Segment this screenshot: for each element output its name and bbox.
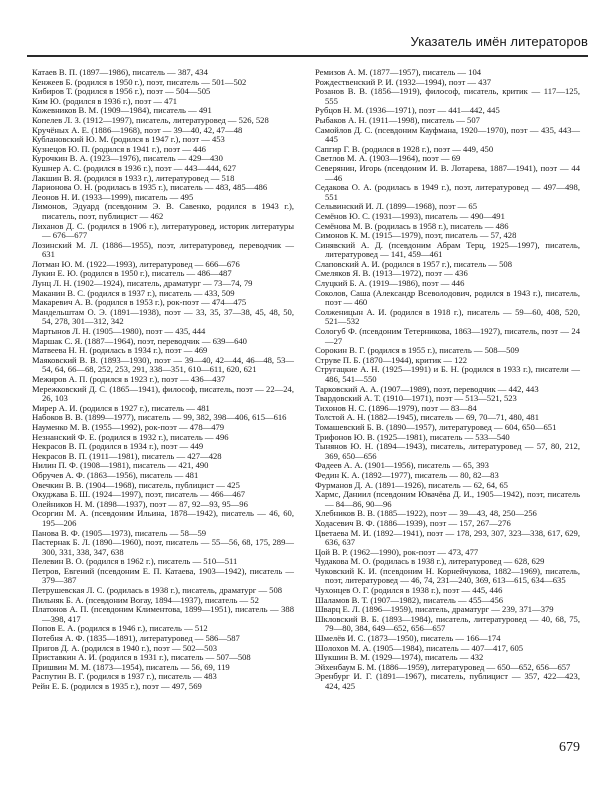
index-entry: Слуцкий Б. А. (1919—1986), поэт — 446 [315, 278, 465, 289]
index-entry: Лозинский М. Л. (1886—1955), поэт, литературовед, переводчик — 631 [32, 239, 294, 260]
running-header: Указатель имён литераторов [410, 34, 588, 49]
index-entry: Рейн Е. Б. (родился в 1935 г.), поэт — 497, 569 [32, 681, 202, 691]
index-entry: Цой В. Р. (1962—1990), рок-поэт — 473, 477 [315, 546, 479, 557]
index-entry: Семёнов Ю. С. (1931—1993), писатель — 490—491 [315, 210, 505, 221]
index-entry: Пригов Д. А. (родился в 1940 г.), поэт — 502—503 [32, 642, 218, 653]
index-entry: Рубцов Н. М. (1936—1971), поэт — 441—442, 445 [315, 105, 500, 116]
index-entry: Синявский А. Д. (псевдоним Абрам Терц, 1925—1997), писатель, литературовед — 141, 459—461 [315, 239, 580, 260]
index-entry: Олейников Н. М. (1898—1937), поэт — 87, 92—93, 95—96 [32, 498, 248, 509]
index-entry: Некрасов В. П. (1911—1981), писатель — 427—428 [32, 450, 222, 461]
index-entry: Приставкин А. И. (родился в 1931 г.), писатель — 507—508 [32, 652, 251, 663]
index-entry: Набоков В. В. (1899—1977), писатель — 99, 382, 398—406, 615—616 [32, 412, 287, 423]
index-entry: Цветаева М. И. (1892—1941), поэт — 178, 293, 307, 323—338, 617, 629, 636, 637 [315, 527, 580, 548]
index-entry: Лукин Е. Ю. (родился в 1950 г.), писатель — 486—487 [32, 268, 232, 279]
index-entry: Леонов Н. И. (1933—1999), писатель — 495 [32, 191, 194, 202]
index-entry: Кушнер А. С. (родился в 1936 г.), поэт — 443—444, 627 [32, 162, 237, 173]
index-columns [32, 68, 580, 713]
index-entry: Овечкин В. В. (1904—1968), писатель, публицист — 425 [32, 479, 240, 490]
page-number: 679 [559, 740, 580, 755]
index-entry: Светлов М. А. (1903—1964), поэт — 69 [315, 153, 461, 164]
index-entry: Сорокин В. Г. (родился в 1955 г.), писатель — 508—509 [315, 345, 520, 356]
index-entry: Розанов В. В. (1856—1919), философ, писатель, критик — 117—125, 555 [315, 86, 580, 106]
index-entry: Чухонцев О. Г. (родился в 1938 г.), поэт — 445, 446 [315, 585, 503, 596]
index-entry: Трифонов Ю. В. (1925—1981), писатель — 533—540 [315, 431, 510, 442]
index-entry: Кибиров Т. (родился в 1956 г.), поэт — 504—505 [32, 86, 211, 97]
index-entry: Седакова О. А. (родилась в 1949 г.), поэт, литературовед — 497—498, 551 [315, 182, 580, 202]
index-entry: Петров, Евгений (псевдоним Е. П. Катаева, 1903—1942), писатель — 379—387 [32, 565, 294, 586]
index-entry: Симонов К. М. (1915—1979), поэт, писатель — 57, 428 [315, 230, 517, 241]
index-entry: Фурманов Д. А. (1891—1926), писатель — 62, 64, 65 [315, 479, 508, 490]
index-entry: Копелев Л. З. (1912—1997), писатель, литературовед — 526, 528 [32, 114, 269, 125]
index-entry: Пильняк Б. А. (псевдоним Вогау, 1894—1937), писатель — 52 [32, 594, 259, 605]
index-entry: Фадеев А. А. (1901—1956), писатель — 65, 393 [315, 460, 489, 471]
index-entry: Распутин В. Г. (родился в 1937 г.), писатель — 483 [32, 671, 217, 682]
index-entry: Окуджава Б. Ш. (1924—1997), поэт, писатель — 466—467 [32, 489, 246, 500]
index-entry: Твардовский А. Т. (1910—1971), поэт — 513—521, 523 [315, 393, 517, 404]
index-entry: Рождественский Р. И. (1932—1994), поэт — 437 [315, 76, 492, 87]
index-entry: Некрасов В. П. (родился в 1934 г.), поэт — 449 [32, 441, 204, 452]
index-entry: Рыбаков А. Н. (1911—1998), писатель — 507 [315, 114, 480, 125]
index-entry: Шварц Е. Л. (1896—1959), писатель, драматург — 239, 371—379 [315, 604, 554, 615]
index-entry: Пришвин М. М. (1873—1954), писатель — 56, 69, 119 [32, 661, 230, 672]
index-entry: Чудакова М. О. (родилась в 1938 г.), литературовед — 628, 629 [315, 556, 545, 567]
index-entry: Кручёных А. Е. (1886—1968), поэт — 39—40, 42, 47—48 [32, 124, 243, 135]
index-entry: Струве П. Б. (1870—1944), критик — 122 [315, 354, 468, 365]
header-rule [27, 55, 588, 57]
index-entry: Ларионова О. Н. (родилась в 1935 г.), писатель — 483, 485—486 [32, 182, 268, 193]
index-entry: Науменко М. В. (1955—1992), рок-поэт — 478—479 [32, 421, 225, 432]
index-entry: Тынянов Ю. Н. (1894—1943), писатель, литературовед — 57, 80, 212, 369, 650—656 [315, 441, 580, 461]
index-entry: Томашевский Б. В. (1890—1957), литературовед — 604, 650—651 [315, 421, 557, 432]
index-entry: Матвеева Н. Н. (родилась в 1934 г.), поэт — 469 [32, 345, 208, 356]
index-entry: Лакшин В. Я. (родился в 1933 г.), литературовед — 518 [32, 172, 235, 183]
index-entry: Обручев А. Ф. (1863—1956), писатель — 481 [32, 469, 199, 480]
index-entry: Северянин, Игорь (псевдоним И. В. Лотарева, 1887—1941), поэт — 44—46 [315, 162, 580, 183]
index-entry: Федин К. А. (1892—1977), писатель — 80, 82—83 [315, 469, 499, 480]
index-entry: Слаповский А. И. (родился в 1957 г.), писатель — 508 [315, 258, 513, 269]
index-entry: Лотман Ю. М. (1922—1993), литературовед — 666—676 [32, 258, 240, 269]
index-entry: Шмелёв И. С. (1873—1950), писатель — 166—174 [315, 633, 501, 644]
index-entry: Шолохов М. А. (1905—1984), писатель — 407—417, 605 [315, 642, 524, 653]
index-entry: Солженицын А. И. (родился в 1918 г.), писатель — 59—60, 408, 520, 521—532 [315, 306, 580, 327]
index-entry: Ремизов А. М. (1877—1957), писатель — 104 [315, 67, 482, 77]
index-entry: Шкловский В. Б. (1893—1984), писатель, литературовед — 40, 68, 75, 79—80, 384, 649—652, 656—657 [315, 613, 580, 634]
index-entry: Панова В. Ф. (1905—1973), писатель — 58—59 [32, 527, 207, 538]
right-column [315, 68, 580, 692]
index-entry: Шаламов В. Т. (1907—1982), писатель — 455—456 [315, 594, 504, 605]
index-entry: Осоргин М. А. (псевдоним Ильина, 1878—1942), писатель — 46, 60, 195—206 [32, 508, 294, 528]
index-entry: Кожевников В. М. (1909—1984), писатель — 491 [32, 105, 212, 116]
index-entry: Катаев В. П. (1897—1986), писатель — 387, 434 [32, 67, 208, 77]
index-entry: Тихонов Н. С. (1896—1979), поэт — 83—84 [315, 402, 477, 413]
index-entry: Незнанский Ф. Е. (родился в 1932 г.), писатель — 496 [32, 431, 229, 442]
index-entry: Стругацкие А. Н. (1925—1991) и Б. Н. (родился в 1933 г.), писатели — 486, 541—550 [315, 364, 580, 384]
index-entry: Потебня А. Ф. (1835—1891), литературовед — 586—587 [32, 633, 240, 644]
index-entry: Мирер А. И. (родился в 1927 г.), писатель — 481 [32, 402, 210, 413]
index-entry: Лиханов Д. С. (родился в 1906 г.), литературовед, историк литературы — 676—677 [32, 220, 294, 241]
left-column [32, 68, 294, 692]
index-entry: Межиров А. П. (родился в 1923 г.), поэт — 436—437 [32, 374, 226, 384]
index-entry: Пастернак Б. Л. (1890—1960), поэт, писатель — 55—56, 68, 175, 289—300, 331, 338, 347, 638 [32, 537, 294, 557]
index-entry: Смеляков Я. В. (1913—1972), поэт — 436 [315, 268, 468, 279]
index-entry: Пелевин В. О. (родился в 1962 г.), писатель — 510—511 [32, 556, 238, 567]
index-entry: Хармс, Даниил (псевдоним Ювачёва Д. И., 1905—1942), поэт, писатель — 84—86, 90—96 [315, 489, 580, 509]
index-entry: Ким Ю. (родился в 1936 г.), поэт — 471 [32, 95, 178, 106]
index-entry: Сологуб Ф. (псевдоним Тетерникова, 1863—1927), писатель, поэт — 24—27 [315, 326, 580, 346]
index-entry: Тарковский А. А. (1907—1989), поэт, переводчик — 442, 443 [315, 383, 539, 394]
index-entry: Кузнецов Ю. П. (родился в 1941 г.), поэт — 446 [32, 143, 206, 154]
index-entry: Мережковский Д. С. (1865—1941), философ, писатель, поэт — 22—24, 26, 103 [32, 383, 294, 404]
index-entry: Самойлов Д. С. (псевдоним Кауфмана, 1920—1970), поэт — 435, 443—445 [315, 124, 580, 145]
index-entry: Эйхенбаум Б. М. (1886—1959), литературовед — 650—652, 656—657 [315, 661, 571, 672]
index-entry: Макаревич А. В. (родился в 1953 г.), рок-поэт — 474—475 [32, 297, 247, 308]
index-entry: Кенжеев Б. (родился в 1950 г.), поэт, писатель — 501—502 [32, 76, 247, 87]
index-entry: Толстой А. Н. (1882—1945), писатель — 69, 70—71, 480, 481 [315, 412, 539, 423]
index-entry: Петрушевская Л. С. (родилась в 1938 г.), писатель, драматург — 508 [32, 585, 283, 596]
index-entry: Ходасевич В. Ф. (1886—1939), поэт — 157, 267—276 [315, 517, 511, 528]
index-entry: Мандельштам О. Э. (1891—1938), поэт — 33, 35, 37—38, 45, 48, 50, 54, 278, 301—312, 342 [32, 306, 294, 327]
index-entry: Нилин П. Ф. (1908—1981), писатель — 421, 490 [32, 460, 209, 471]
index-entry: Лимонов, Эдуард (псевдоним Э. В. Савенко, родился в 1943 г.), писатель, поэт, публицист — 462 [32, 201, 294, 221]
index-entry: Лунц Л. Н. (1902—1924), писатель, драматург — 73—74, 79 [32, 278, 253, 289]
index-entry: Эренбург И. Г. (1891—1967), писатель, публицист — 357, 422—423, 424, 425 [315, 671, 580, 691]
index-entry: Маканин В. С. (родился в 1937 г.), писатель — 433, 509 [32, 287, 235, 298]
index-entry: Семёнова М. В. (родилась в 1958 г.), писатель — 486 [315, 220, 509, 231]
index-entry: Шукшин В. М. (1929—1974), писатель — 432 [315, 652, 484, 663]
index-entry: Попов Е. А. (родился в 1946 г.), писатель — 512 [32, 623, 208, 634]
index-entry: Хлебников В. В. (1885—1922), поэт — 39—43, 48, 250—256 [315, 508, 537, 519]
index-entry: Кублановский Ю. М. (родился в 1947 г.), поэт — 453 [32, 134, 225, 145]
index-entry: Соколов, Саша (Александр Всеволодович, родился в 1943 г.), писатель, поэт — 460 [315, 287, 580, 308]
index-entry: Чуковский К. И. (псевдоним Н. Корнейчукова, 1882—1969), писатель, поэт, литературовед — 46, 74, 231—240, 369, 613—615, 634—635 [315, 565, 580, 586]
index-entry: Сапгир Г. В. (родился в 1928 г.), поэт — 449, 450 [315, 143, 494, 154]
index-entry: Сельвинский И. Л. (1899—1968), поэт — 65 [315, 201, 477, 212]
index-entry: Маршак С. Я. (1887—1964), поэт, переводчик — 639—640 [32, 335, 247, 346]
index-entry: Маяковский В. В. (1893—1930), поэт — 39—40, 42—44, 46—48, 53—54, 64, 66—68, 252, 253, 291, 338—351, 610—611, 620, 621 [32, 354, 294, 375]
index-entry: Платонов А. П. (псевдоним Климентова, 1899—1951), писатель — 388—398, 417 [32, 604, 294, 624]
index-entry: Курочкин В. А. (1923—1976), писатель — 429—430 [32, 153, 223, 164]
index-entry: Мартынов Л. Н. (1905—1980), поэт — 435, 444 [32, 326, 206, 337]
